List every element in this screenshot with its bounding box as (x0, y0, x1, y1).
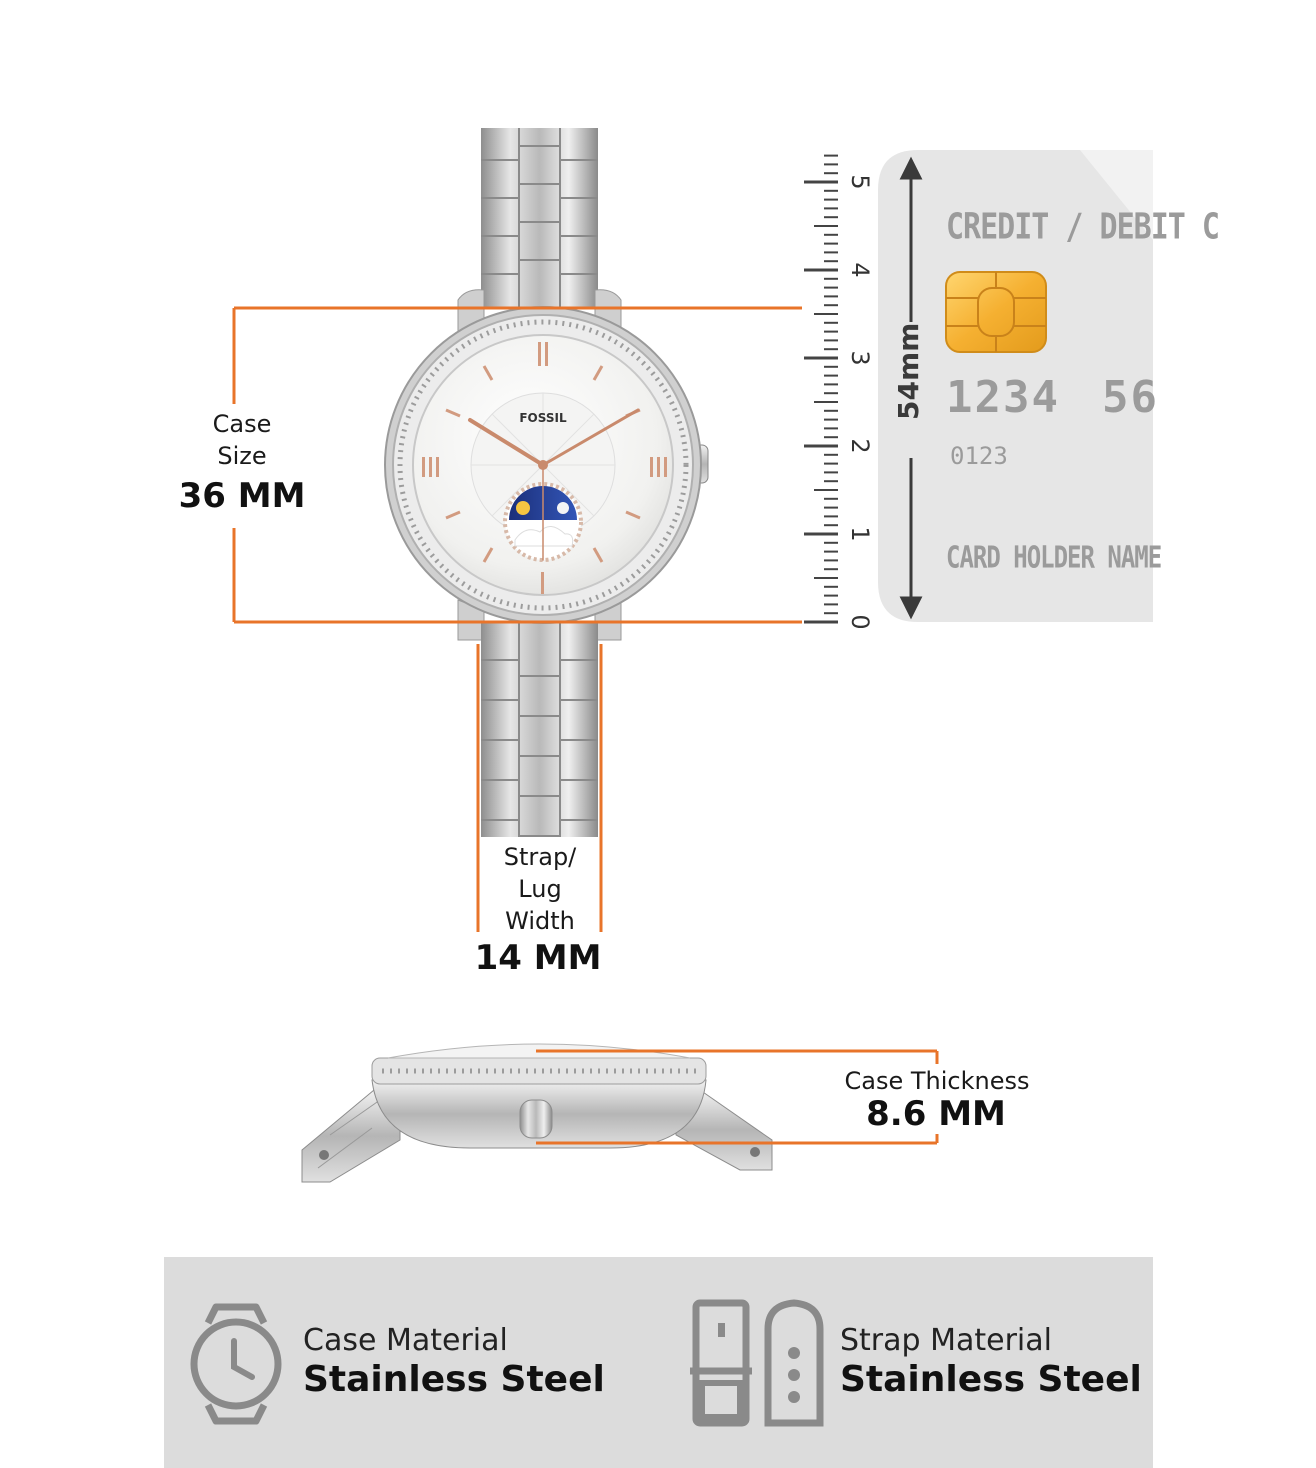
case-thickness-label: Case Thickness (844, 1067, 1030, 1095)
strap-width-value: 14 MM (474, 938, 602, 978)
case-size-value: 36 MM (178, 476, 306, 516)
strap-width-label-line3: Width (505, 907, 575, 935)
watch-brand: FOSSIL (519, 411, 567, 425)
strap-width-label-line2: Lug (518, 875, 562, 903)
strap-material-label: Strap Material (840, 1323, 1052, 1358)
ruler-tick-label: 4 (846, 262, 874, 278)
card-height-label: 54mm (892, 322, 925, 420)
lower-bracelet (458, 600, 621, 837)
materials-panel (164, 1257, 1153, 1468)
ruler-tick-label: 5 (846, 174, 874, 190)
ruler-tick-label: 0 (846, 614, 874, 630)
watch-case-icon (186, 1303, 286, 1425)
ruler-tick-label: 2 (846, 438, 874, 454)
card-title: CREDIT / DEBIT C (946, 206, 1219, 248)
watch-side-view (302, 1044, 772, 1182)
card-code: 0123 (950, 442, 1008, 470)
card-number-group1: 1234 (946, 372, 1060, 423)
card-number-group2: 56 (1102, 372, 1159, 423)
ruler-tick-label: 3 (846, 350, 874, 366)
case-material-label: Case Material (303, 1323, 508, 1358)
strap-material-value: Stainless Steel (840, 1359, 1142, 1400)
watch-case-front (385, 307, 708, 623)
ruler-tick-label: 1 (846, 526, 874, 542)
case-thickness-value: 8.6 MM (866, 1094, 1006, 1134)
card-holder-name: CARD HOLDER NAME (946, 540, 1162, 575)
case-size-label-line2: Size (217, 442, 267, 470)
case-material-value: Stainless Steel (303, 1359, 605, 1400)
strap-width-label-line1: Strap/ (503, 843, 577, 871)
watch-strap-icon (686, 1299, 826, 1429)
case-size-label-line1: Case (212, 410, 272, 438)
ruler (804, 156, 838, 622)
